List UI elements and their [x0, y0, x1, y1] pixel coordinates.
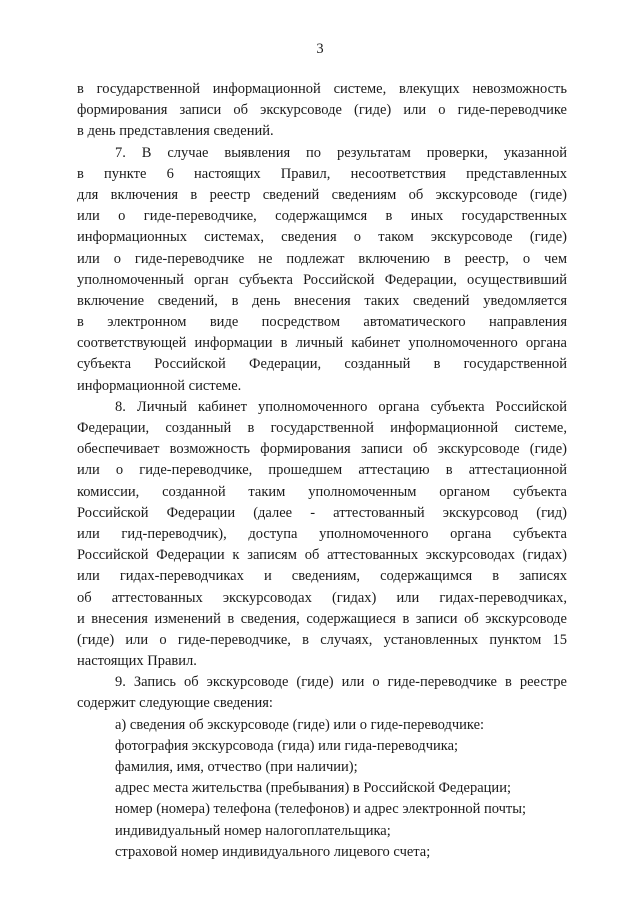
text-line: фамилия, имя, отчество (при наличии);	[115, 759, 358, 775]
text-line: Российской Федерации к записям об аттестованных экскурсоводах (гидах)	[77, 547, 567, 564]
text-line: или о гиде-переводчике не подлежат включению в реестр, о чем	[77, 250, 567, 267]
text-line: в пункте 6 настоящих Правил, несоответствия представленных	[77, 165, 567, 182]
text-line: настоящих Правил.	[77, 653, 197, 670]
text-line: об аттестованных экскурсоводах (гидах) или гидах-переводчиках,	[77, 589, 567, 606]
text-line: субъекта Российской Федерации, созданный в государственной	[77, 356, 567, 373]
text-line: или о гиде-переводчике, прошедшем аттестацию в аттестационной	[77, 462, 567, 479]
text-line: 9. Запись об экскурсоводе (гиде) или о гиде-переводчике в реестре	[115, 674, 567, 691]
text-line: индивидуальный номер налогоплательщика;	[115, 822, 391, 839]
text-line: информационной системе.	[77, 377, 242, 394]
text-line: информационных системах, сведения о таком экскурсоводе (гиде)	[77, 229, 567, 246]
text-line: (гиде) или о гиде-переводчике, в случаях, установленных пунктом 15	[77, 631, 567, 648]
text-line: фотография экскурсовода (гида) или гида-переводчика;	[115, 737, 459, 754]
text-line: Российской Федерации (далее - аттестованный экскурсовод (гид)	[77, 504, 567, 521]
text-line: для включения в реестр сведений сведениям об экскурсоводе (гиде)	[77, 186, 567, 203]
text-line: уполномоченный орган субъекта Российской Федерации, осуществивший	[77, 271, 567, 288]
text-line: соответствующей информации в личный кабинет уполномоченного органа	[77, 335, 567, 352]
text-line: а) сведения об экскурсоводе (гиде) или о гиде-переводчике:	[115, 716, 485, 733]
document-body	[77, 79, 567, 863]
text-line: 8. Личный кабинет уполномоченного органа субъекта Российской	[115, 398, 567, 415]
text-line: страховой номер индивидуального лицевого счета;	[115, 843, 431, 860]
text-line: 7. В случае выявления по результатам проверки, указанной	[115, 144, 567, 161]
text-line: в день представления сведений.	[77, 123, 274, 140]
text-line: формирования записи об экскурсоводе (гиде) или о гиде-переводчике	[77, 102, 567, 119]
text-line: номер (номера) телефона (телефонов) и адрес электронной почты;	[115, 801, 527, 818]
text-line: или гид-переводчик), доступа уполномоченного органа субъекта	[77, 525, 567, 542]
text-line: в государственной информационной системе, влекущих невозможность	[77, 81, 567, 97]
text-line: или о гиде-переводчике, содержащимся в иных государственных	[77, 208, 567, 225]
text-line: Федерации, созданный в государственной информационной системе,	[77, 420, 567, 436]
text-line: в электронном виде посредством автоматического направления	[77, 314, 567, 331]
text-line: адрес места жительства (пребывания) в Российской Федерации;	[115, 780, 511, 797]
page-number: 3	[316, 41, 324, 57]
text-line: обеспечивает возможность формирования записи об экскурсоводе (гиде)	[77, 441, 567, 458]
text-line: или гидах-переводчиках и сведениям, содержащимся в записях	[77, 568, 567, 585]
text-line: содержит следующие сведения:	[77, 695, 273, 712]
text-line: включение сведений, в день внесения таких сведений уведомляется	[77, 292, 567, 309]
text-line: комиссии, созданной таким уполномоченным органом субъекта	[77, 483, 567, 500]
text-line: и внесения изменений в сведения, содержащиеся в записи об экскурсоводе	[77, 610, 567, 627]
